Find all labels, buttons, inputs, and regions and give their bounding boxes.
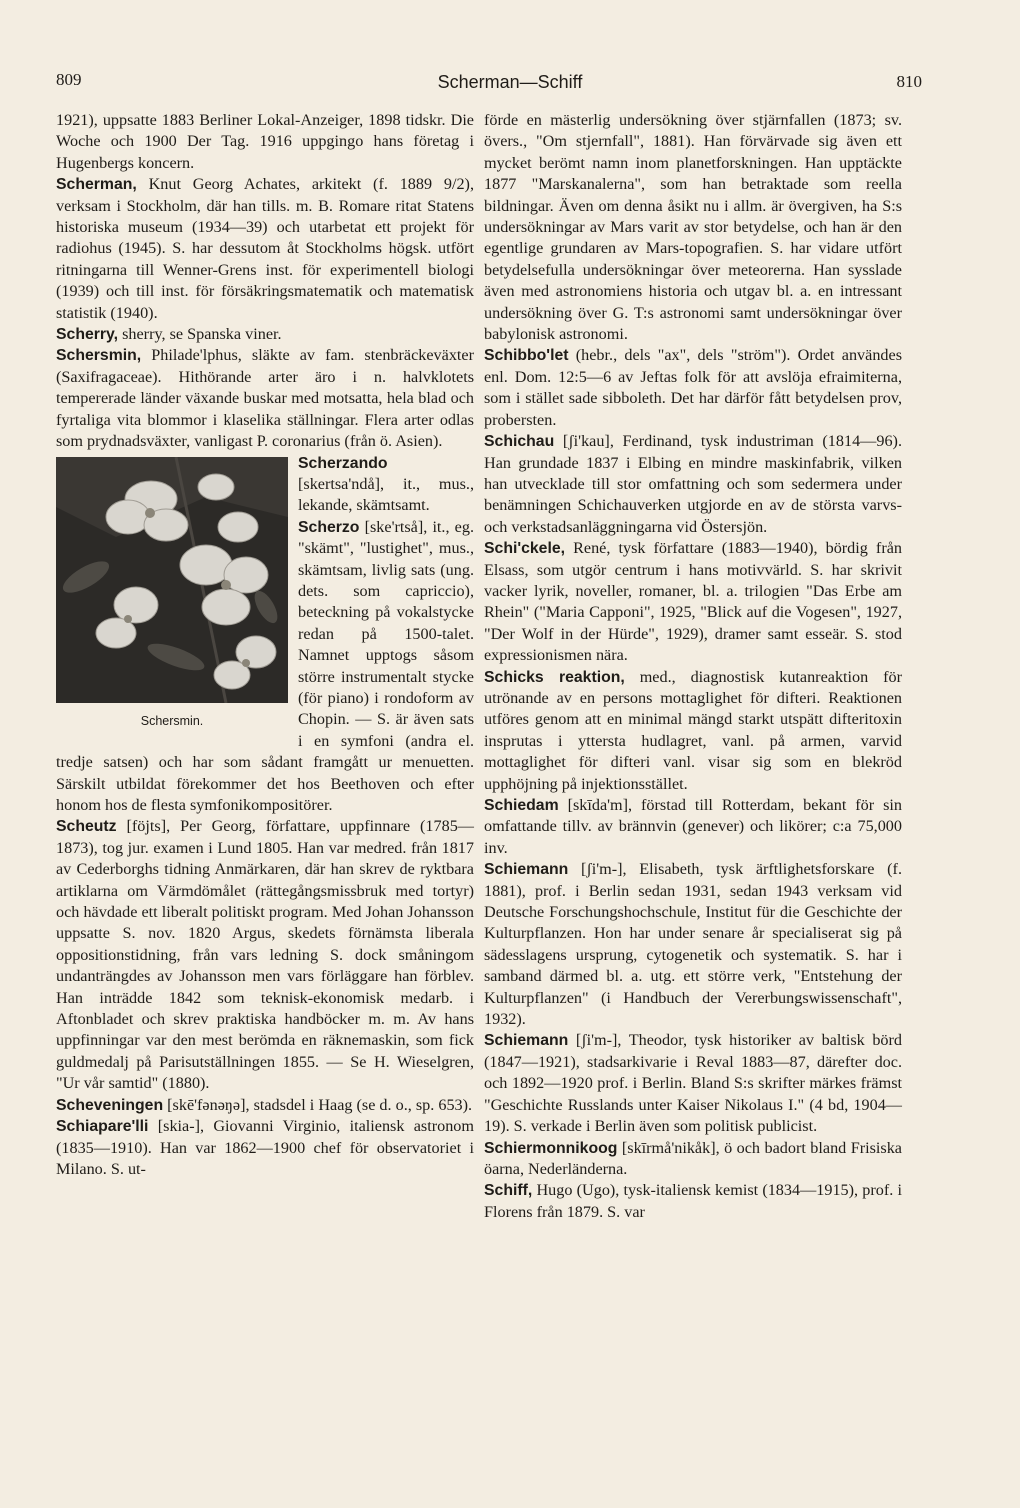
entry-text: Hugo (Ugo), tysk-italiensk kemist (1834—1915), prof. i Florens från 1879. S. var bbox=[484, 1181, 902, 1221]
entry-text: förde en mästerlig undersökning över stjärnfallen (1873; sv. övers., "Om stjernfall", 1881). Han förvärvade sig även ett mycket berömt namn inom planetforskningen. Han upptäckte 1877 "Marskanalerna", som han betraktade som reella bildningar. Även om denna åsikt nu i allm. är övergiven, ha S:s undersökningar av Mars varit av stor betydelse, och han är den egentlige grundaren av Mars-topografien. S. har vidare utfört betydelsefulla undersökningar över meteorerna. Han sysslade även med astronomiens historia och utgav bl. a. en intressant undersökning över G. T:s astronomi samt undersökningar över babylonisk astronomi. bbox=[484, 111, 902, 344]
running-title: Scherman—Schiff bbox=[437, 72, 583, 92]
entry bbox=[484, 1030, 902, 1137]
entry bbox=[56, 1116, 474, 1180]
entry-text: René, tysk författare (1883—1940), bördig från Elsass, som utgör centrum i hans motivvärld. S. har skrivit vacker lyrik, noveller, romaner, bl. a. trilogien "Das Erbe am Rhein" ("Maria Capponi", 1925, "Blick auf die Vogesen", 1927, "Der Wolf in der Hürde", 1929), dramer samt esseär. S. stod expressionismen nära. bbox=[484, 539, 902, 665]
entry-text: [skīda'm], förstad till Rotterdam, bekant för sin omfattande tillv. av brännvin (genever) och likörer; c:a 75,000 inv. bbox=[484, 796, 902, 857]
entry bbox=[56, 110, 474, 174]
entry bbox=[56, 345, 474, 452]
entry-text: [föjts], Per Georg, författare, uppfinnare (1785—1873), tog jur. examen i Lund 1805. Han var medred. från 1817 av Cederborghs tidning Anmärkaren, där han skrev de ryktbara artiklarna om Värmdömålet (rättegångsmissbruk med tortyr) och hävdade ett liberalt politiskt program. Med Johan Johansson uppsatte S. nov. 1820 Argus, skedets förnämsta liberala oppositionstidning, från vars ledning S. dock småningom undanträngdes av Johansson men vars förläggare han förblev. Han inträdde 1842 som teknisk-ekonomisk medarb. i Aftonbladet och skrev praktiska handböcker m. m. Av hans uppfinningar var den mest berömda en räknemaskin, som fick guldmedalj på Parisutställningen 1855. — Se H. Wieselgren, "Ur vår samtid" (1880). bbox=[56, 817, 474, 1093]
entry-headword: Scherzo bbox=[298, 518, 360, 536]
entry-text: [skē'fənəŋə], stadsdel i Haag (se d. o., sp. 653). bbox=[163, 1095, 473, 1114]
entry-text: [skertsa'ndå], it., mus., lekande, skämtsamt. bbox=[298, 474, 474, 515]
entry-text: [ske'rtså], it., eg. "skämt", "lustighet", mus., skämtsam, livlig sats (ung. dets. som capriccio), beteckning på vokalstycke redan på 1500-talet. Namnet upptogs såsom större instrumentalt stycke (för piano) i rondoform av Chopin. — S. är även sats i en symfoni (andra el. tredje satsen) och har som sådant framgått ur menuetten. Särskilt utbildat förekommer det hos Beethoven och efter honom hos de flesta symfonikompositörer. bbox=[56, 517, 474, 814]
entry-headword: Schiff, bbox=[484, 1182, 533, 1200]
entry-headword: Schersmin, bbox=[56, 347, 142, 365]
entry-headword: Scherman, bbox=[56, 176, 137, 194]
entry-text: [skīrmå'nikåk], ö och badort bland Frisiska öarna, Nederländerna. bbox=[484, 1138, 902, 1178]
entry-headword: Scheveningen bbox=[56, 1096, 164, 1114]
entry-text: sherry, se Spanska viner. bbox=[118, 325, 282, 344]
entry bbox=[484, 538, 902, 666]
entry bbox=[484, 431, 902, 538]
entry-text: (hebr., dels "ax", dels "ström"). Ordet användes enl. Dom. 12:5—6 av Jeftas folk för att avslöja efraimiterna, som i stället sade sibboleth. Det har därför fått betydelsen prov, probersten. bbox=[484, 346, 902, 429]
entry-text: Philade'lphus, släkte av fam. stenbräckeväxter (Saxifragaceae). Hithörande arter äro i n. halvklotets tempererade länder växande buskar med motsatta, hela blad och fyrtaliga vita blommor i klaselika ställningar. Flera arter odlas som prydnadsväxter, vanligast P. coronarius (från ö. Asien). bbox=[56, 346, 474, 451]
entry bbox=[56, 1095, 474, 1116]
entry-headword: Scheutz bbox=[56, 818, 117, 836]
entry-headword: Schiermonnikoog bbox=[484, 1139, 618, 1157]
entry-headword: Scherzando bbox=[298, 454, 388, 472]
entry bbox=[56, 324, 474, 345]
entry-headword: Schichau bbox=[484, 433, 555, 451]
entry-headword: Schiapare'lli bbox=[56, 1118, 149, 1136]
entry bbox=[484, 795, 902, 859]
entry bbox=[484, 110, 902, 345]
entry-text: [ʃi'm-], Theodor, tysk historiker av baltisk börd (1847—1921), stadsarkivarie i Reval 1883—87, därefter doc. och 1892—1920 prof. i Berlin. Bland S:s skrifter märkes främst "Geschichte Russlands unter Kaiser Nikolaus I." (4 bd, 1904—19). S. verkade i Berlin även som politisk publicist. bbox=[484, 1031, 902, 1136]
left-column bbox=[56, 110, 474, 1180]
entry bbox=[484, 1180, 902, 1223]
entry-text: 1921), uppsatte 1883 Berliner Lokal-Anzeiger, 1898 tidskr. Die Woche och 1900 Der Tag. 1916 uppgingo hans företag i Hugenbergs koncern. bbox=[56, 111, 474, 172]
figure-caption: Schersmin. bbox=[140, 713, 204, 728]
entry-headword: Schibbo'let bbox=[484, 347, 569, 365]
entry-headword: Schiemann bbox=[484, 1032, 569, 1050]
entry-text: [ʃi'm-], Elisabeth, tysk ärftlighetsforskare (f. 1881), prof. i Berlin sedan 1931, sedan 1943 verksam vid Deutsche Forschungshochschule, Institut für die Geschichte der Kulturpflanzen. Hon har under senare år specialiserat sig på sädesslagens ursprung, cytogenetik och systematik. S. har i samband därmed bl. a. utg. ett större verk, "Entstehung der Kulturpflanzen" (i Handbuch der Vererbungswissenschaft", 1932). bbox=[484, 860, 902, 1029]
entry-headword: Schi'ckele, bbox=[484, 540, 566, 558]
page-number-right: 810 bbox=[896, 72, 922, 91]
entry-headword: Schicks reaktion, bbox=[484, 668, 625, 686]
entry-headword: Schiedam bbox=[484, 797, 559, 814]
page-header bbox=[0, 70, 1020, 104]
entry-text: med., diagnostisk kutanreaktion för utrönande av en persons mottaglighet för difteri. Reaktionen utföres genom att en minimal mängd starkt utspätt difteritoxin insprutas i yttersta hudlagret, vanl. på armen, varvid mottaglighet för difteri vanl. visar sig som en blekröd upphöjning på injektionsstället. bbox=[484, 667, 902, 793]
entry-headword: Scherry, bbox=[56, 326, 119, 344]
entry-headword: Schiemann bbox=[484, 861, 569, 879]
entry bbox=[484, 1138, 902, 1181]
entry bbox=[484, 667, 902, 795]
entry bbox=[56, 816, 474, 1094]
entry bbox=[56, 174, 474, 324]
page-number-left: 809 bbox=[56, 70, 82, 89]
right-column bbox=[484, 110, 902, 1223]
entry-text: [skia-], Giovanni Virginio, italiensk astronom (1835—1910). Han var 1862—1900 chef för observatoriet i Milano. S. ut- bbox=[56, 1117, 474, 1178]
philadelphus-photo bbox=[56, 457, 288, 703]
entry-text: [ʃi'kau], Ferdinand, tysk industriman (1814—96). Han grundade 1837 i Elbing en mindre maskinfabrik, vilken han utvecklade till stor omfattning och som sedermera under benämningen Schichauverken utgjorde en av de största varvs- och verkstadsanläggningarna vid Östersjön. bbox=[484, 432, 902, 536]
flower-figure bbox=[56, 457, 288, 732]
entry bbox=[484, 859, 902, 1030]
entry-text: Knut Georg Achates, arkitekt (f. 1889 9/2), verksam i Stockholm, där han tills. m. B. Romare ritat Statens historiska museum (1934—39) och utarbetat ett projekt för radiohus (1945). S. har dessutom åt Stockholms högsk. utfört ritningarna till Wenner-Grens inst. för experimentell biologi (1939) och till inst. för försäkringsmatematik och matematisk statistik (1940). bbox=[56, 175, 474, 322]
entry bbox=[484, 345, 902, 431]
